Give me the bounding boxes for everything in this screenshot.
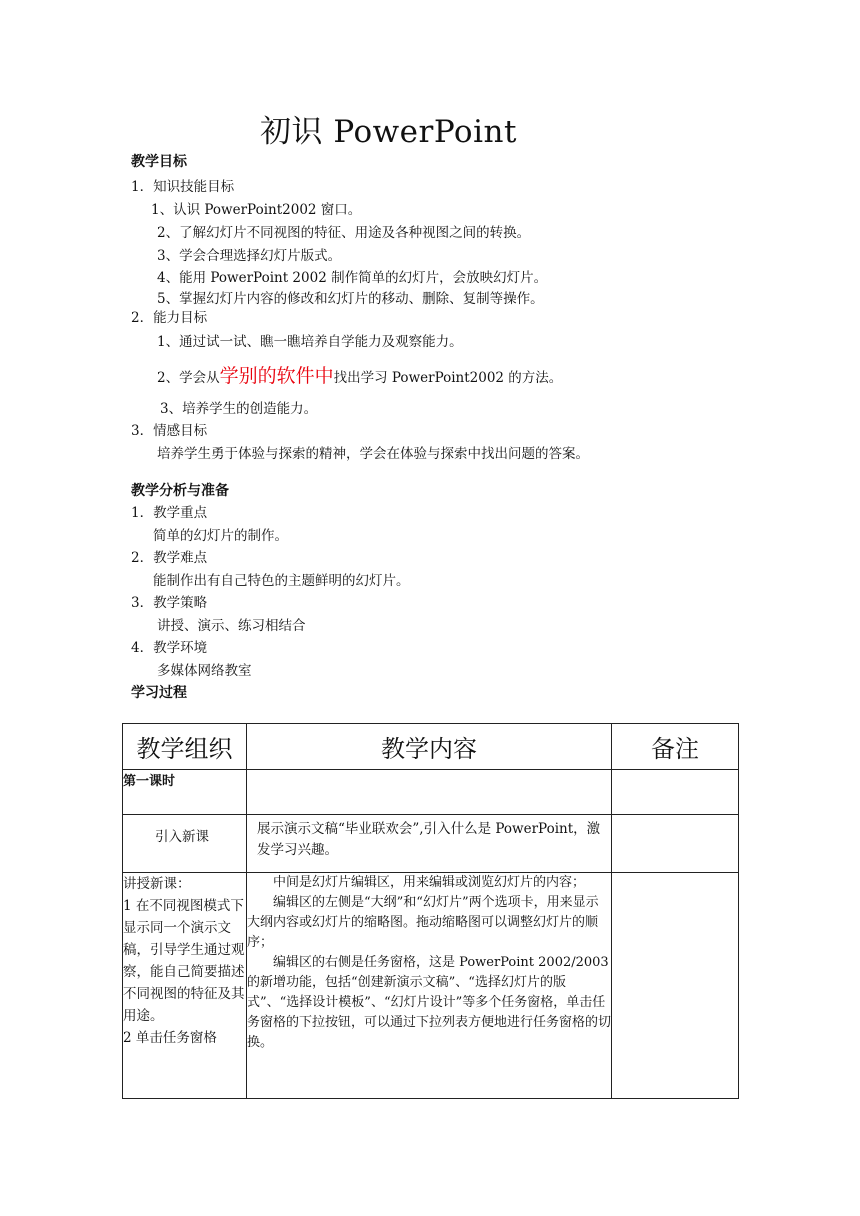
strategy-item: 讲授、演示、练习相结合 [157, 618, 306, 634]
knowledge-item: 4、能用 PowerPoint 2002 制作简单的幻灯片，会放映幻灯片。 [157, 270, 548, 286]
teach-left-text-2: 2 单击任务窗格 [123, 1030, 217, 1046]
empty-cell [612, 815, 739, 873]
difficulty-heading: 2．教学难点 [131, 550, 208, 566]
empty-cell [247, 770, 612, 815]
teach-left-cell [123, 873, 247, 1099]
strategy-heading: 3．教学策略 [131, 595, 208, 611]
content-paragraph: 中间是幻灯片编辑区，用来编辑或浏览幻灯片的内容； [273, 875, 586, 890]
content-paragraph: 编辑区的右侧是任务窗格，这是 PowerPoint 2002/2003 的新增功能，包括“创建新演示文稿”、“选择幻灯片的版式”、“选择设计模板”、“幻灯片设计”等多个任务窗格，单击任务窗格的下拉按钮，可以通过下拉列表方便地进行任务窗格的切换。 [247, 955, 612, 1050]
header-organization: 教学组织 [123, 724, 247, 770]
section-heading-process: 学习过程 [131, 685, 187, 701]
intro-label: 引入新课 [123, 815, 247, 873]
header-notes: 备注 [612, 724, 739, 770]
teach-content-cell [247, 873, 612, 1099]
emotion-heading: 3．情感目标 [131, 423, 208, 439]
intro-content: 展示演示文稿“毕业联欢会”,引入什么是 PowerPoint，激发学习兴趣。 [247, 815, 612, 873]
ability-item-2-prefix: 2、学会从 [157, 370, 220, 386]
section-heading-analysis: 教学分析与准备 [131, 483, 229, 499]
key-heading: 1．教学重点 [131, 505, 208, 521]
teaching-plan-table [122, 723, 739, 1099]
empty-cell [612, 873, 739, 1099]
ability-item: 1、通过试一试、瞧一瞧培养自学能力及观察能力。 [157, 334, 463, 350]
ability-item-2-suffix: 找出学习 PowerPoint2002 的方法。 [333, 370, 563, 386]
ability-item-2 [157, 361, 562, 388]
knowledge-item: 3、学会合理选择幻灯片版式。 [157, 248, 342, 264]
knowledge-heading: 1．知识技能目标 [131, 179, 235, 195]
table-row [123, 815, 739, 873]
env-heading: 4．教学环境 [131, 640, 208, 656]
ability-item-2-highlight: 学别的软件中 [219, 365, 334, 387]
table-row [123, 873, 739, 1099]
difficulty-item: 能制作出有自己特色的主题鲜明的幻灯片。 [153, 573, 410, 589]
knowledge-item: 5、掌握幻灯片内容的修改和幻灯片的移动、删除、复制等操作。 [157, 291, 544, 307]
emotion-item: 培养学生勇于体验与探索的精神，学会在体验与探索中找出问题的答案。 [157, 446, 589, 462]
content-paragraph: 编辑区的左侧是“大纲”和“幻灯片”两个选项卡，用来显示大纲内容或幻灯片的缩略图。拖动缩略图可以调整幻灯片的顺序； [247, 895, 599, 950]
document-title: 初识 PowerPoint [260, 114, 517, 150]
section-heading-goals: 教学目标 [131, 154, 187, 170]
knowledge-item: 2、了解幻灯片不同视图的特征、用途及各种视图之间的转换。 [157, 225, 531, 241]
table-row [123, 770, 739, 815]
empty-cell [612, 770, 739, 815]
lesson-label: 第一课时 [123, 770, 247, 815]
header-content: 教学内容 [247, 724, 612, 770]
teach-label: 讲授新课： [123, 876, 191, 892]
teach-left-text-1: 1 在不同视图模式下显示同一个演示文稿，引导学生通过观察，能自己简要描述不同视图的特征及其用途。 [123, 898, 245, 1024]
knowledge-item: 1、认识 PowerPoint2002 窗口。 [151, 202, 362, 218]
ability-heading: 2．能力目标 [131, 310, 208, 326]
table-header-row [123, 724, 739, 770]
env-item: 多媒体网络教室 [157, 663, 252, 679]
key-item: 简单的幻灯片的制作。 [153, 528, 288, 544]
ability-item: 3、培养学生的创造能力。 [160, 401, 318, 417]
